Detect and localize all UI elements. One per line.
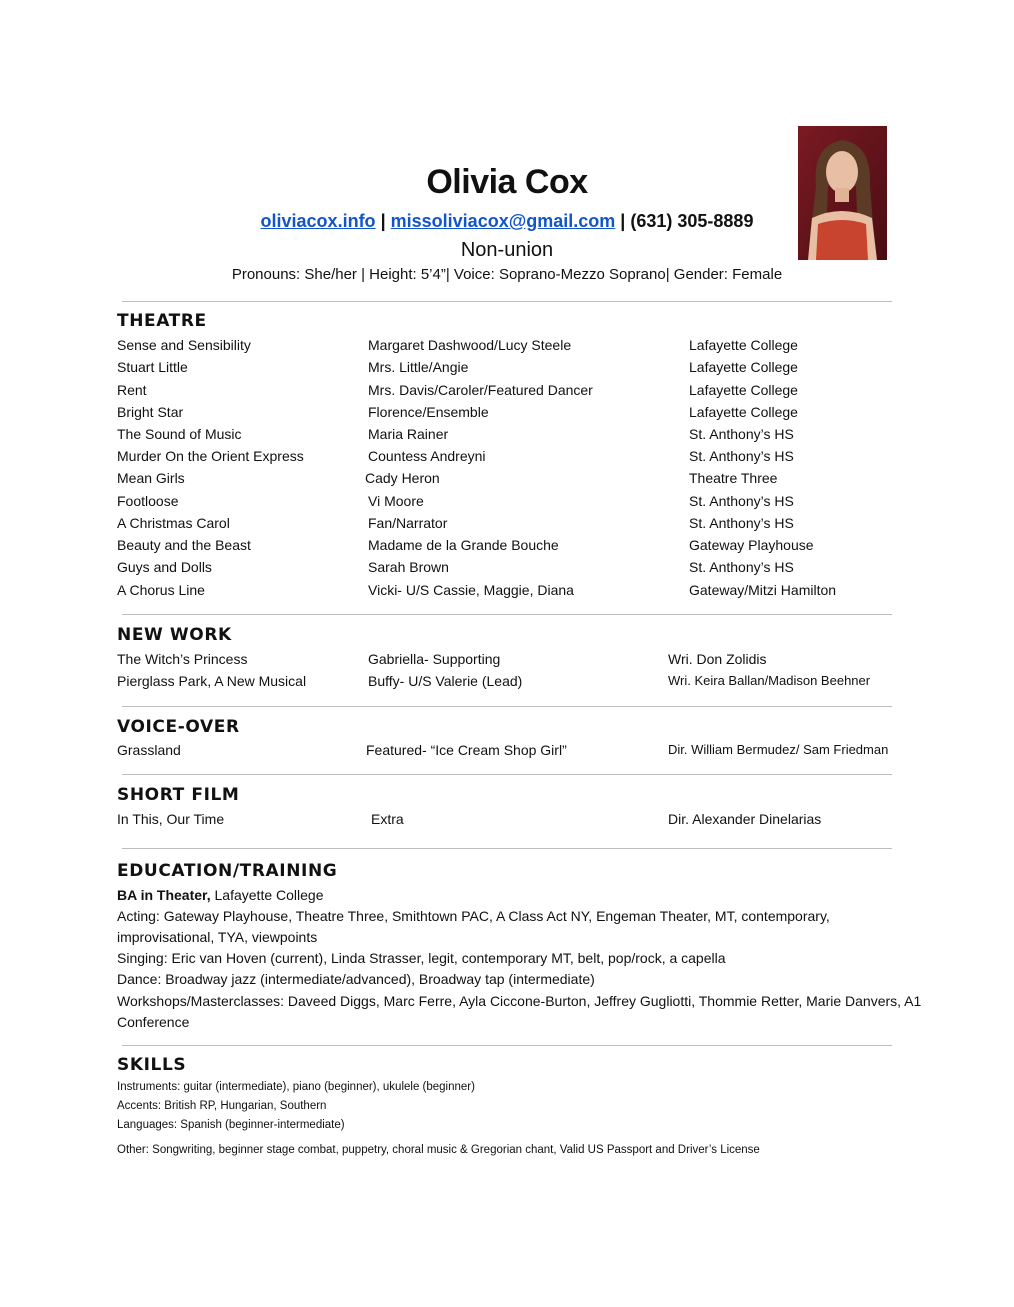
venue: St. Anthony’s HS [689, 515, 794, 531]
venue: Lafayette College [689, 337, 798, 353]
dance-training: Dance: Broadway jazz (intermediate/advanced), Broadway tap (intermediate) [117, 971, 595, 987]
table-row [0, 582, 1014, 602]
divider [122, 774, 892, 775]
role: Vicki- U/S Cassie, Maggie, Diana [368, 582, 574, 598]
section-title-skills: SKILLS [117, 1055, 187, 1075]
role: Maria Rainer [368, 426, 449, 442]
venue: Gateway Playhouse [689, 537, 814, 553]
table-row [0, 426, 1014, 446]
role: Gabriella- Supporting [368, 651, 501, 667]
table-row [0, 382, 1014, 402]
headshot-image [798, 126, 887, 260]
skills-instruments: Instruments: guitar (intermediate), piano (beginner), ukulele (beginner) [117, 1081, 475, 1093]
degree-line [117, 887, 323, 903]
show-title: In This, Our Time [117, 811, 225, 827]
show-title: A Christmas Carol [117, 515, 230, 531]
resume-name: Olivia Cox [426, 163, 588, 201]
role: Margaret Dashwood/Lucy Steele [368, 337, 572, 353]
show-title: The Witch’s Princess [117, 651, 248, 667]
divider [122, 848, 892, 849]
venue: Wri. Keira Ballan/Madison Beehner [668, 673, 871, 688]
table-row [0, 811, 1014, 831]
role: Cady Heron [365, 470, 440, 486]
separator: | [380, 211, 386, 231]
venue: Lafayette College [689, 404, 798, 420]
venue: St. Anthony’s HS [689, 559, 794, 575]
skills-other: Other: Songwriting, beginner stage combat, puppetry, choral music & Gregorian chant, Valid US Passport and Driver’s License [117, 1144, 760, 1156]
show-title: Murder On the Orient Express [117, 448, 304, 464]
section-title-voice-over: VOICE-OVER [117, 717, 240, 737]
union-status: Non-union [460, 239, 554, 261]
acting-training-cont: improvisational, TYA, viewpoints [117, 929, 318, 945]
email-link[interactable]: missoliviacox@gmail.com [390, 211, 616, 231]
show-title: Sense and Sensibility [117, 337, 251, 353]
show-title: Beauty and the Beast [117, 537, 251, 553]
acting-training: Acting: Gateway Playhouse, Theatre Three, Smithtown PAC, A Class Act NY, Engeman Theater, MT, contemporary, [117, 908, 830, 924]
personal-info: Pronouns: She/her | Height: 5’4”| Voice: Soprano-Mezzo Soprano| Gender: Female [231, 266, 783, 283]
venue: Dir. William Bermudez/ Sam Friedman [668, 742, 889, 757]
singing-training: Singing: Eric van Hoven (current), Linda Strasser, legit, contemporary MT, belt, pop/rock, a capella [117, 950, 726, 966]
show-title: Pierglass Park, A New Musical [117, 673, 307, 689]
table-row [0, 559, 1014, 579]
venue: Lafayette College [689, 382, 798, 398]
role: Featured- “Ice Cream Shop Girl” [366, 742, 567, 758]
phone-number: (631) 305-8889 [630, 211, 754, 231]
skills-languages: Languages: Spanish (beginner-intermediate) [117, 1119, 345, 1131]
table-row [0, 448, 1014, 468]
show-title: Guys and Dolls [117, 559, 212, 575]
table-row [0, 337, 1014, 357]
section-title-theatre: THEATRE [117, 311, 207, 331]
venue: Gateway/Mitzi Hamilton [689, 582, 837, 598]
table-row [0, 515, 1014, 535]
degree-school: Lafayette College [210, 887, 324, 903]
role: Extra [371, 811, 404, 827]
table-row [0, 651, 1014, 671]
table-row [0, 404, 1014, 424]
table-row [0, 359, 1014, 379]
divider [122, 706, 892, 707]
show-title: Stuart Little [117, 359, 188, 375]
venue: St. Anthony’s HS [689, 426, 794, 442]
role: Vi Moore [368, 493, 424, 509]
show-title: Footloose [117, 493, 179, 509]
role: Madame de la Grande Bouche [368, 537, 559, 553]
role: Fan/Narrator [368, 515, 448, 531]
role: Countess Andreyni [368, 448, 486, 464]
section-title-short-film: SHORT FILM [117, 785, 240, 805]
role: Florence/Ensemble [368, 404, 489, 420]
venue: Theatre Three [689, 470, 778, 486]
divider [122, 614, 892, 615]
venue: Dir. Alexander Dinelarias [668, 811, 822, 827]
table-row [0, 470, 1014, 490]
section-title-education: EDUCATION/TRAINING [117, 861, 338, 881]
show-title: A Chorus Line [117, 582, 205, 598]
venue: Lafayette College [689, 359, 798, 375]
table-row [0, 673, 1014, 693]
role: Buffy- U/S Valerie (Lead) [368, 673, 523, 689]
divider [122, 1045, 892, 1046]
workshops: Workshops/Masterclasses: Daveed Diggs, Marc Ferre, Ayla Ciccone-Burton, Jeffrey Gugliotti, Thommie Retter, Marie Danvers, A1 [117, 993, 922, 1009]
show-title: Mean Girls [117, 470, 185, 486]
role: Sarah Brown [368, 559, 449, 575]
role: Mrs. Davis/Caroler/Featured Dancer [368, 382, 593, 398]
divider [122, 301, 892, 302]
table-row [0, 493, 1014, 513]
venue: St. Anthony’s HS [689, 448, 794, 464]
headshot-photo [798, 126, 887, 260]
degree-title: BA in Theater, [117, 887, 211, 903]
show-title: Bright Star [117, 404, 184, 420]
role: Mrs. Little/Angie [368, 359, 469, 375]
show-title: Grassland [117, 742, 181, 758]
show-title: The Sound of Music [117, 426, 242, 442]
skills-accents: Accents: British RP, Hungarian, Southern [117, 1100, 327, 1112]
show-title: Rent [117, 382, 147, 398]
workshops-cont: Conference [117, 1014, 190, 1030]
website-link[interactable]: oliviacox.info [260, 211, 376, 231]
table-row [0, 537, 1014, 557]
separator: | [620, 211, 626, 231]
section-title-new-work: NEW WORK [117, 625, 232, 645]
venue: St. Anthony’s HS [689, 493, 794, 509]
table-row [0, 742, 1014, 762]
venue: Wri. Don Zolidis [668, 651, 767, 667]
